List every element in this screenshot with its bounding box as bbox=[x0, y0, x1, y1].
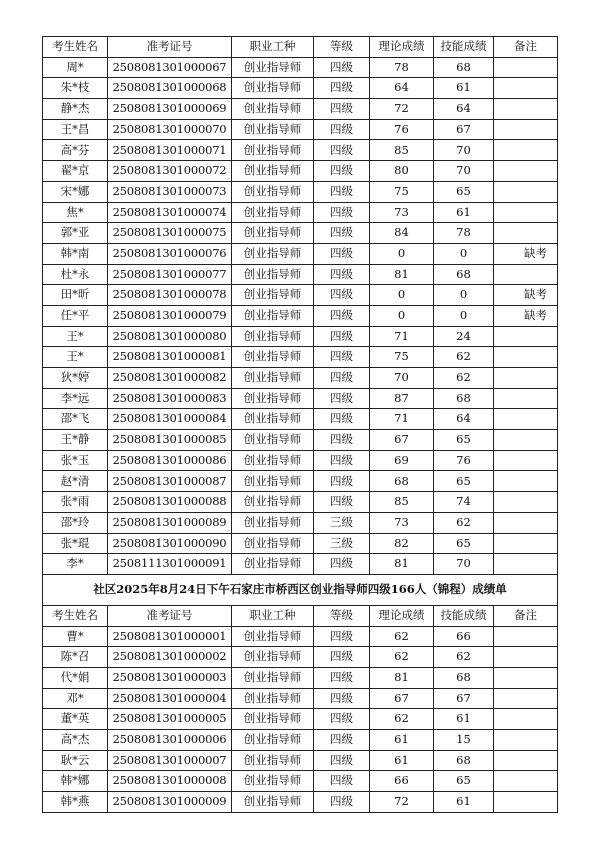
theory-score-cell: 67 bbox=[370, 430, 434, 451]
theory-score-cell: 0 bbox=[370, 305, 434, 326]
level-cell: 四级 bbox=[314, 409, 370, 430]
level-cell: 三级 bbox=[314, 533, 370, 554]
skill-score-cell: 68 bbox=[434, 667, 494, 688]
ticket-number-cell: 2508081301000082 bbox=[108, 368, 232, 389]
table-row bbox=[43, 99, 558, 120]
job-type-cell: 创业指导师 bbox=[232, 512, 314, 533]
level-cell: 四级 bbox=[314, 750, 370, 771]
job-type-cell: 创业指导师 bbox=[232, 709, 314, 730]
candidate-name-cell: 董*英 bbox=[43, 709, 108, 730]
table-row bbox=[43, 202, 558, 223]
candidate-name-cell: 邵*玲 bbox=[43, 512, 108, 533]
theory-score-cell: 84 bbox=[370, 223, 434, 244]
header-theory-score: 理论成绩 bbox=[370, 37, 434, 58]
theory-score-cell: 72 bbox=[370, 99, 434, 120]
ticket-number-cell: 2508081301000086 bbox=[108, 450, 232, 471]
ticket-number-cell: 2508081301000085 bbox=[108, 430, 232, 451]
candidate-name-cell: 郭*亚 bbox=[43, 223, 108, 244]
candidate-name-cell: 王* bbox=[43, 347, 108, 368]
level-cell: 四级 bbox=[314, 647, 370, 668]
remark-cell bbox=[494, 730, 558, 751]
ticket-number-cell: 2508081301000074 bbox=[108, 202, 232, 223]
ticket-number-cell: 2508081301000008 bbox=[108, 771, 232, 792]
skill-score-cell: 70 bbox=[434, 140, 494, 161]
theory-score-cell: 85 bbox=[370, 140, 434, 161]
theory-score-cell: 73 bbox=[370, 512, 434, 533]
theory-score-cell: 68 bbox=[370, 471, 434, 492]
table-row bbox=[43, 709, 558, 730]
remark-cell bbox=[494, 140, 558, 161]
theory-score-cell: 0 bbox=[370, 243, 434, 264]
ticket-number-cell: 2508081301000083 bbox=[108, 388, 232, 409]
remark-cell bbox=[494, 667, 558, 688]
skill-score-cell: 78 bbox=[434, 223, 494, 244]
header-remark: 备注 bbox=[494, 37, 558, 58]
job-type-cell: 创业指导师 bbox=[232, 285, 314, 306]
ticket-number-cell: 2508081301000004 bbox=[108, 688, 232, 709]
candidate-name-cell: 宋*娜 bbox=[43, 181, 108, 202]
job-type-cell: 创业指导师 bbox=[232, 430, 314, 451]
job-type-cell: 创业指导师 bbox=[232, 181, 314, 202]
remark-cell bbox=[494, 57, 558, 78]
table-row bbox=[43, 771, 558, 792]
ticket-number-cell: 2508081301000001 bbox=[108, 626, 232, 647]
job-type-cell: 创业指导师 bbox=[232, 140, 314, 161]
header-candidate-name: 考生姓名 bbox=[43, 37, 108, 58]
ticket-number-cell: 2508081301000073 bbox=[108, 181, 232, 202]
candidate-name-cell: 翟*京 bbox=[43, 161, 108, 182]
theory-score-cell: 78 bbox=[370, 57, 434, 78]
candidate-name-cell: 周* bbox=[43, 57, 108, 78]
level-cell: 四级 bbox=[314, 471, 370, 492]
skill-score-cell: 74 bbox=[434, 492, 494, 513]
table-row bbox=[43, 78, 558, 99]
table-row bbox=[43, 667, 558, 688]
skill-score-cell: 76 bbox=[434, 450, 494, 471]
theory-score-cell: 71 bbox=[370, 326, 434, 347]
job-type-cell: 创业指导师 bbox=[232, 78, 314, 99]
job-type-cell: 创业指导师 bbox=[232, 161, 314, 182]
theory-score-cell: 62 bbox=[370, 647, 434, 668]
theory-score-cell: 71 bbox=[370, 409, 434, 430]
job-type-cell: 创业指导师 bbox=[232, 347, 314, 368]
ticket-number-cell: 2508081301000080 bbox=[108, 326, 232, 347]
remark-cell bbox=[494, 471, 558, 492]
remark-cell bbox=[494, 264, 558, 285]
ticket-number-cell: 2508081301000069 bbox=[108, 99, 232, 120]
skill-score-cell: 64 bbox=[434, 409, 494, 430]
level-cell: 四级 bbox=[314, 347, 370, 368]
level-cell: 四级 bbox=[314, 140, 370, 161]
candidate-name-cell: 静*杰 bbox=[43, 99, 108, 120]
skill-score-cell: 24 bbox=[434, 326, 494, 347]
remark-cell bbox=[494, 688, 558, 709]
table-row bbox=[43, 119, 558, 140]
candidate-name-cell: 田*昕 bbox=[43, 285, 108, 306]
theory-score-cell: 61 bbox=[370, 750, 434, 771]
job-type-cell: 创业指导师 bbox=[232, 202, 314, 223]
ticket-number-cell: 2508081301000070 bbox=[108, 119, 232, 140]
job-type-cell: 创业指导师 bbox=[232, 730, 314, 751]
skill-score-cell: 61 bbox=[434, 78, 494, 99]
skill-score-cell: 68 bbox=[434, 388, 494, 409]
candidate-name-cell: 陈*召 bbox=[43, 647, 108, 668]
skill-score-cell: 62 bbox=[434, 512, 494, 533]
candidate-name-cell: 李*远 bbox=[43, 388, 108, 409]
table-row bbox=[43, 554, 558, 575]
candidate-name-cell: 赵*清 bbox=[43, 471, 108, 492]
remark-cell: 缺考 bbox=[494, 305, 558, 326]
theory-score-cell: 62 bbox=[370, 709, 434, 730]
table-row bbox=[43, 626, 558, 647]
table-row bbox=[43, 57, 558, 78]
score-sheet-table bbox=[42, 36, 558, 813]
level-cell: 四级 bbox=[314, 730, 370, 751]
table-row bbox=[43, 140, 558, 161]
header-ticket-number: 准考证号 bbox=[108, 605, 232, 626]
remark-cell bbox=[494, 326, 558, 347]
remark-cell bbox=[494, 119, 558, 140]
job-type-cell: 创业指导师 bbox=[232, 750, 314, 771]
ticket-number-cell: 2508081301000079 bbox=[108, 305, 232, 326]
candidate-name-cell: 王*昌 bbox=[43, 119, 108, 140]
job-type-cell: 创业指导师 bbox=[232, 647, 314, 668]
remark-cell bbox=[494, 347, 558, 368]
job-type-cell: 创业指导师 bbox=[232, 492, 314, 513]
level-cell: 四级 bbox=[314, 709, 370, 730]
ticket-number-cell: 2508081301000081 bbox=[108, 347, 232, 368]
candidate-name-cell: 狄*婷 bbox=[43, 368, 108, 389]
second-header-row bbox=[43, 605, 558, 626]
header-level: 等级 bbox=[314, 605, 370, 626]
candidate-name-cell: 高*杰 bbox=[43, 730, 108, 751]
ticket-number-cell: 2508081301000009 bbox=[108, 792, 232, 813]
level-cell: 四级 bbox=[314, 119, 370, 140]
skill-score-cell: 0 bbox=[434, 243, 494, 264]
theory-score-cell: 66 bbox=[370, 771, 434, 792]
header-job-type: 职业工种 bbox=[232, 605, 314, 626]
remark-cell bbox=[494, 792, 558, 813]
remark-cell: 缺考 bbox=[494, 285, 558, 306]
table-row bbox=[43, 409, 558, 430]
level-cell: 四级 bbox=[314, 326, 370, 347]
ticket-number-cell: 2508111301000091 bbox=[108, 554, 232, 575]
candidate-name-cell: 代*娟 bbox=[43, 667, 108, 688]
table-row bbox=[43, 181, 558, 202]
table-row bbox=[43, 730, 558, 751]
table-row bbox=[43, 688, 558, 709]
candidate-name-cell: 高*芬 bbox=[43, 140, 108, 161]
ticket-number-cell: 2508081301000087 bbox=[108, 471, 232, 492]
level-cell: 四级 bbox=[314, 554, 370, 575]
candidate-name-cell: 张*琨 bbox=[43, 533, 108, 554]
table-row bbox=[43, 388, 558, 409]
candidate-name-cell: 焦* bbox=[43, 202, 108, 223]
skill-score-cell: 61 bbox=[434, 709, 494, 730]
ticket-number-cell: 2508081301000068 bbox=[108, 78, 232, 99]
job-type-cell: 创业指导师 bbox=[232, 305, 314, 326]
header-candidate-name: 考生姓名 bbox=[43, 605, 108, 626]
job-type-cell: 创业指导师 bbox=[232, 688, 314, 709]
job-type-cell: 创业指导师 bbox=[232, 99, 314, 120]
ticket-number-cell: 2508081301000076 bbox=[108, 243, 232, 264]
job-type-cell: 创业指导师 bbox=[232, 223, 314, 244]
level-cell: 四级 bbox=[314, 99, 370, 120]
level-cell: 四级 bbox=[314, 450, 370, 471]
job-type-cell: 创业指导师 bbox=[232, 388, 314, 409]
job-type-cell: 创业指导师 bbox=[232, 450, 314, 471]
table-row bbox=[43, 264, 558, 285]
theory-score-cell: 82 bbox=[370, 533, 434, 554]
job-type-cell: 创业指导师 bbox=[232, 626, 314, 647]
level-cell: 四级 bbox=[314, 368, 370, 389]
level-cell: 三级 bbox=[314, 512, 370, 533]
job-type-cell: 创业指导师 bbox=[232, 326, 314, 347]
theory-score-cell: 81 bbox=[370, 554, 434, 575]
candidate-name-cell: 韩*南 bbox=[43, 243, 108, 264]
theory-score-cell: 61 bbox=[370, 730, 434, 751]
table-row bbox=[43, 326, 558, 347]
skill-score-cell: 66 bbox=[434, 626, 494, 647]
ticket-number-cell: 2508081301000007 bbox=[108, 750, 232, 771]
table-row bbox=[43, 161, 558, 182]
job-type-cell: 创业指导师 bbox=[232, 533, 314, 554]
job-type-cell: 创业指导师 bbox=[232, 264, 314, 285]
table-row bbox=[43, 512, 558, 533]
level-cell: 四级 bbox=[314, 492, 370, 513]
job-type-cell: 创业指导师 bbox=[232, 471, 314, 492]
skill-score-cell: 65 bbox=[434, 471, 494, 492]
theory-score-cell: 0 bbox=[370, 285, 434, 306]
table-row bbox=[43, 792, 558, 813]
level-cell: 四级 bbox=[314, 667, 370, 688]
skill-score-cell: 62 bbox=[434, 347, 494, 368]
skill-score-cell: 65 bbox=[434, 533, 494, 554]
skill-score-cell: 68 bbox=[434, 750, 494, 771]
ticket-number-cell: 2508081301000077 bbox=[108, 264, 232, 285]
skill-score-cell: 67 bbox=[434, 688, 494, 709]
candidate-name-cell: 邓* bbox=[43, 688, 108, 709]
table-row bbox=[43, 492, 558, 513]
candidate-name-cell: 邵*飞 bbox=[43, 409, 108, 430]
table-row bbox=[43, 347, 558, 368]
remark-cell bbox=[494, 450, 558, 471]
section-title-row bbox=[43, 574, 558, 605]
remark-cell bbox=[494, 223, 558, 244]
theory-score-cell: 87 bbox=[370, 388, 434, 409]
candidate-name-cell: 韩*燕 bbox=[43, 792, 108, 813]
table-row bbox=[43, 533, 558, 554]
ticket-number-cell: 2508081301000072 bbox=[108, 161, 232, 182]
remark-cell bbox=[494, 647, 558, 668]
remark-cell bbox=[494, 430, 558, 451]
skill-score-cell: 67 bbox=[434, 119, 494, 140]
theory-score-cell: 62 bbox=[370, 626, 434, 647]
skill-score-cell: 61 bbox=[434, 202, 494, 223]
theory-score-cell: 73 bbox=[370, 202, 434, 223]
skill-score-cell: 64 bbox=[434, 99, 494, 120]
remark-cell bbox=[494, 626, 558, 647]
candidate-name-cell: 张*玉 bbox=[43, 450, 108, 471]
remark-cell bbox=[494, 202, 558, 223]
job-type-cell: 创业指导师 bbox=[232, 554, 314, 575]
header-skill-score: 技能成绩 bbox=[434, 605, 494, 626]
job-type-cell: 创业指导师 bbox=[232, 409, 314, 430]
table-row bbox=[43, 368, 558, 389]
job-type-cell: 创业指导师 bbox=[232, 57, 314, 78]
remark-cell bbox=[494, 709, 558, 730]
job-type-cell: 创业指导师 bbox=[232, 243, 314, 264]
ticket-number-cell: 2508081301000002 bbox=[108, 647, 232, 668]
skill-score-cell: 68 bbox=[434, 264, 494, 285]
skill-score-cell: 65 bbox=[434, 430, 494, 451]
remark-cell bbox=[494, 771, 558, 792]
theory-score-cell: 70 bbox=[370, 368, 434, 389]
theory-score-cell: 81 bbox=[370, 667, 434, 688]
header-skill-score: 技能成绩 bbox=[434, 37, 494, 58]
level-cell: 四级 bbox=[314, 626, 370, 647]
job-type-cell: 创业指导师 bbox=[232, 368, 314, 389]
remark-cell bbox=[494, 512, 558, 533]
ticket-number-cell: 2508081301000075 bbox=[108, 223, 232, 244]
skill-score-cell: 62 bbox=[434, 647, 494, 668]
level-cell: 四级 bbox=[314, 285, 370, 306]
skill-score-cell: 65 bbox=[434, 181, 494, 202]
remark-cell bbox=[494, 181, 558, 202]
candidate-name-cell: 耿*云 bbox=[43, 750, 108, 771]
skill-score-cell: 68 bbox=[434, 57, 494, 78]
ticket-number-cell: 2508081301000003 bbox=[108, 667, 232, 688]
candidate-name-cell: 曹* bbox=[43, 626, 108, 647]
remark-cell bbox=[494, 533, 558, 554]
level-cell: 四级 bbox=[314, 202, 370, 223]
level-cell: 四级 bbox=[314, 688, 370, 709]
job-type-cell: 创业指导师 bbox=[232, 771, 314, 792]
level-cell: 四级 bbox=[314, 388, 370, 409]
header-job-type: 职业工种 bbox=[232, 37, 314, 58]
table-row bbox=[43, 285, 558, 306]
job-type-cell: 创业指导师 bbox=[232, 119, 314, 140]
theory-score-cell: 67 bbox=[370, 688, 434, 709]
remark-cell bbox=[494, 409, 558, 430]
level-cell: 四级 bbox=[314, 78, 370, 99]
remark-cell bbox=[494, 78, 558, 99]
remark-cell bbox=[494, 161, 558, 182]
level-cell: 四级 bbox=[314, 264, 370, 285]
level-cell: 四级 bbox=[314, 161, 370, 182]
ticket-number-cell: 2508081301000090 bbox=[108, 533, 232, 554]
theory-score-cell: 81 bbox=[370, 264, 434, 285]
remark-cell bbox=[494, 388, 558, 409]
skill-score-cell: 62 bbox=[434, 368, 494, 389]
level-cell: 四级 bbox=[314, 305, 370, 326]
header-theory-score: 理论成绩 bbox=[370, 605, 434, 626]
table-row bbox=[43, 430, 558, 451]
remark-cell bbox=[494, 492, 558, 513]
theory-score-cell: 80 bbox=[370, 161, 434, 182]
table-row bbox=[43, 647, 558, 668]
theory-score-cell: 76 bbox=[370, 119, 434, 140]
ticket-number-cell: 2508081301000078 bbox=[108, 285, 232, 306]
ticket-number-cell: 2508081301000089 bbox=[108, 512, 232, 533]
table-row bbox=[43, 305, 558, 326]
skill-score-cell: 0 bbox=[434, 305, 494, 326]
candidate-name-cell: 杜*永 bbox=[43, 264, 108, 285]
skill-score-cell: 65 bbox=[434, 771, 494, 792]
theory-score-cell: 72 bbox=[370, 792, 434, 813]
theory-score-cell: 85 bbox=[370, 492, 434, 513]
theory-score-cell: 64 bbox=[370, 78, 434, 99]
header-remark: 备注 bbox=[494, 605, 558, 626]
candidate-name-cell: 朱*枝 bbox=[43, 78, 108, 99]
skill-score-cell: 70 bbox=[434, 161, 494, 182]
table-row bbox=[43, 471, 558, 492]
table-row bbox=[43, 450, 558, 471]
remark-cell: 缺考 bbox=[494, 243, 558, 264]
table-row bbox=[43, 750, 558, 771]
header-row bbox=[43, 37, 558, 58]
score-sheet-body bbox=[43, 37, 558, 813]
theory-score-cell: 75 bbox=[370, 181, 434, 202]
remark-cell bbox=[494, 554, 558, 575]
ticket-number-cell: 2508081301000067 bbox=[108, 57, 232, 78]
candidate-name-cell: 韩*娜 bbox=[43, 771, 108, 792]
header-level: 等级 bbox=[314, 37, 370, 58]
candidate-name-cell: 王*静 bbox=[43, 430, 108, 451]
skill-score-cell: 70 bbox=[434, 554, 494, 575]
remark-cell bbox=[494, 368, 558, 389]
level-cell: 四级 bbox=[314, 223, 370, 244]
table-row bbox=[43, 223, 558, 244]
level-cell: 四级 bbox=[314, 792, 370, 813]
skill-score-cell: 15 bbox=[434, 730, 494, 751]
ticket-number-cell: 2508081301000005 bbox=[108, 709, 232, 730]
theory-score-cell: 75 bbox=[370, 347, 434, 368]
job-type-cell: 创业指导师 bbox=[232, 667, 314, 688]
candidate-name-cell: 王* bbox=[43, 326, 108, 347]
remark-cell bbox=[494, 750, 558, 771]
ticket-number-cell: 2508081301000088 bbox=[108, 492, 232, 513]
level-cell: 四级 bbox=[314, 430, 370, 451]
candidate-name-cell: 张*雨 bbox=[43, 492, 108, 513]
level-cell: 四级 bbox=[314, 771, 370, 792]
skill-score-cell: 61 bbox=[434, 792, 494, 813]
ticket-number-cell: 2508081301000084 bbox=[108, 409, 232, 430]
level-cell: 四级 bbox=[314, 243, 370, 264]
level-cell: 四级 bbox=[314, 57, 370, 78]
ticket-number-cell: 2508081301000071 bbox=[108, 140, 232, 161]
ticket-number-cell: 2508081301000006 bbox=[108, 730, 232, 751]
level-cell: 四级 bbox=[314, 181, 370, 202]
table-row bbox=[43, 243, 558, 264]
candidate-name-cell: 任*平 bbox=[43, 305, 108, 326]
job-type-cell: 创业指导师 bbox=[232, 792, 314, 813]
remark-cell bbox=[494, 99, 558, 120]
section-title: 社区2025年8月24日下午石家庄市桥西区创业指导师四级166人（锦程）成绩单 bbox=[43, 574, 558, 605]
candidate-name-cell: 李* bbox=[43, 554, 108, 575]
skill-score-cell: 0 bbox=[434, 285, 494, 306]
header-ticket-number: 准考证号 bbox=[108, 37, 232, 58]
theory-score-cell: 69 bbox=[370, 450, 434, 471]
